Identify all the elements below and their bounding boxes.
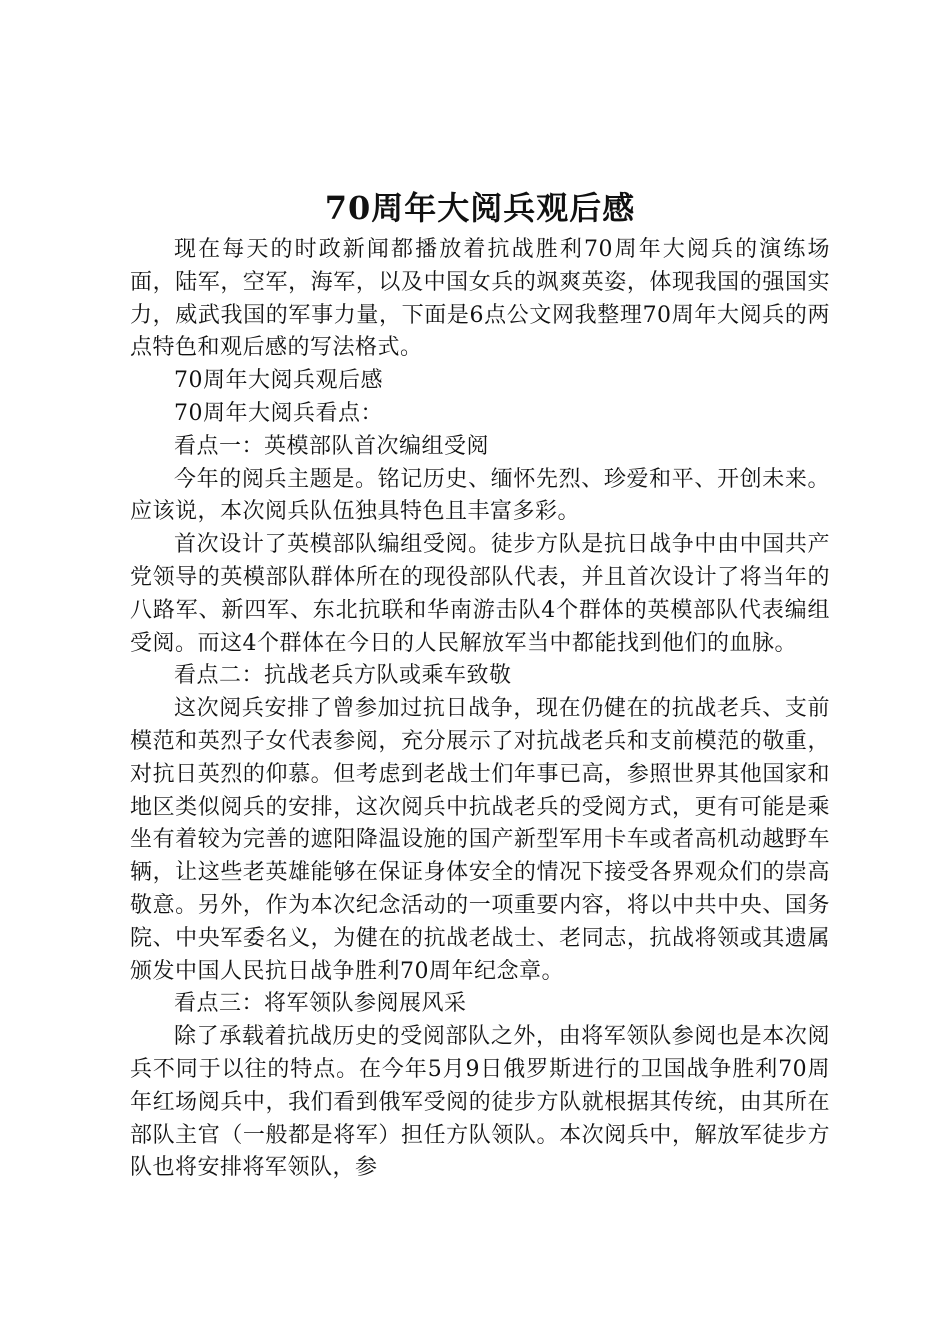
paragraph-subtitle: 70周年大阅兵观后感: [174, 368, 383, 394]
document-title: 70周年大阅兵观后感: [324, 189, 636, 227]
section-heading-highlight-2: 看点二：抗战老兵方队或乘车致敬: [174, 663, 512, 689]
section-heading-highlight-1: 看点一：英模部队首次编组受阅: [174, 433, 490, 459]
section-heading-highlight-3: 看点三：将军领队参阅展风采: [174, 991, 467, 1017]
document-body: [130, 186, 830, 1185]
paragraph-intro: 现在每天的时政新闻都播放着抗战胜利70周年大阅兵的演练场面，陆军，空军，海军，以及中国女兵的飒爽英姿，体现我国的强国实力，威武我国的军事力量，下面是6点公文网我整理70周年大阅兵的两点特色和观后感的写法格式。: [130, 237, 830, 361]
paragraph-highlights-heading: 70周年大阅兵看点：: [174, 400, 383, 426]
paragraph-theme: 今年的阅兵主题是。铭记历史、缅怀先烈、珍爱和平、开创未来。应该说，本次阅兵队伍独具特色且丰富多彩。: [130, 466, 830, 525]
paragraph-veterans: 这次阅兵安排了曾参加过抗日战争，现在仍健在的抗战老兵、支前模范和英烈子女代表参阅，充分展示了对抗战老兵和支前模范的敬重，对抗日英烈的仰慕。但考虑到老战士们年事已高，参照世界其他国家和地区类似阅兵的安排，这次阅兵中抗战老兵的受阅方式，更有可能是乘坐有着较为完善的遮阳降温设施的国产新型军用卡车或者高机动越野车辆，让这些老英雄能够在保证身体安全的情况下接受各界观众们的崇高敬意。另外，作为本次纪念活动的一项重要内容，将以中共中央、国务院、中央军委名义，为健在的抗战老战士、老同志，抗战将领或其遗属颁发中国人民抗日战争胜利70周年纪念章。: [130, 696, 830, 984]
paragraph-hero-units: 首次设计了英模部队编组受阅。徒步方队是抗日战争中由中国共产党领导的英模部队群体所在的现役部队代表，并且首次设计了将当年的八路军、新四军、东北抗联和华南游击队4个群体的英模部队代表编组受阅。而这4个群体在今日的人民解放军当中都能找到他们的血脉。: [130, 532, 830, 656]
paragraph-generals: 除了承载着抗战历史的受阅部队之外，由将军领队参阅也是本次阅兵不同于以往的特点。在今年5月9日俄罗斯进行的卫国战争胜利70周年红场阅兵中，我们看到俄军受阅的徒步方队就根据其传统，由其所在部队主官（一般都是将军）担任方队领队。本次阅兵中，解放军徒步方队也将安排将军领队，参: [130, 1024, 830, 1181]
